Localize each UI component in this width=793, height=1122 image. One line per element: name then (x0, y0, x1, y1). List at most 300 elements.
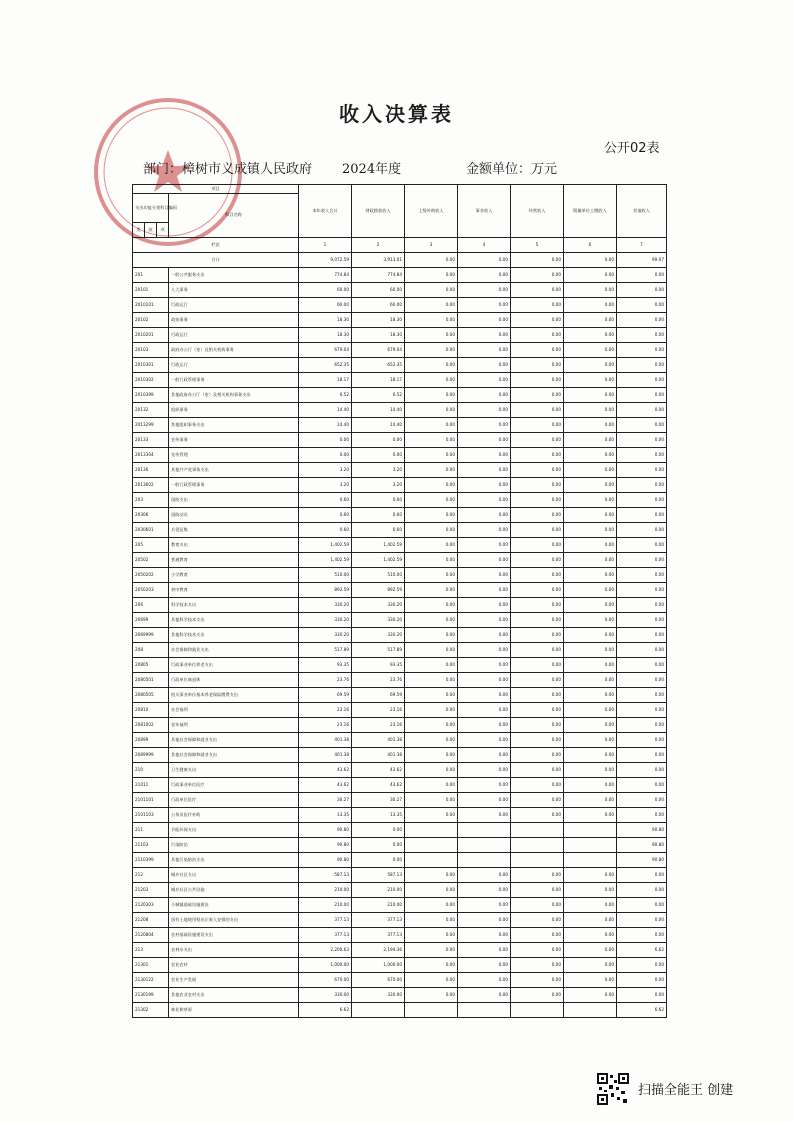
row-value: 0.00 (617, 673, 667, 688)
row-value: 0.00 (617, 748, 667, 763)
table-row (133, 523, 667, 538)
row-name: 初中教育 (169, 583, 299, 598)
row-value (564, 853, 617, 868)
row-value: 0.00 (458, 688, 511, 703)
row-value: 0.00 (564, 958, 617, 973)
table-row (133, 508, 667, 523)
row-value: 0.00 (617, 718, 667, 733)
row-value: 0.00 (405, 628, 458, 643)
row-value: 23.76 (352, 673, 405, 688)
row-value: 14.40 (352, 418, 405, 433)
col-header-4: 事业收入 (458, 185, 511, 238)
row-value: 0.00 (511, 508, 564, 523)
row-code: 2101103 (133, 808, 169, 823)
row-value: 6.62 (617, 1003, 667, 1018)
row-value: 0.00 (458, 523, 511, 538)
row-code: 21203 (133, 883, 169, 898)
row-value: 0.00 (458, 538, 511, 553)
row-name: 普通教育 (169, 553, 299, 568)
table-row (133, 823, 667, 838)
row-value: 0.00 (617, 793, 667, 808)
unit-label: 金额单位：万元 (466, 162, 558, 177)
row-code: 210 (133, 763, 169, 778)
row-value: 0.00 (405, 598, 458, 613)
row-value: 0.00 (511, 328, 564, 343)
row-value: 0.00 (405, 463, 458, 478)
row-name: 农业农村 (169, 958, 299, 973)
row-value: 1,000.00 (352, 958, 405, 973)
row-value (352, 1003, 405, 1018)
row-value: 587.13 (299, 868, 352, 883)
row-value: 0.00 (564, 988, 617, 1003)
row-value: 0.00 (458, 658, 511, 673)
row-value: 0.00 (405, 493, 458, 508)
row-value: 0.00 (564, 313, 617, 328)
row-value: 0.00 (405, 373, 458, 388)
row-value (405, 1003, 458, 1018)
table-row (133, 583, 667, 598)
table-row (133, 268, 667, 283)
row-value: 0.60 (299, 523, 352, 538)
row-value: 90.80 (299, 838, 352, 853)
row-value: 0.00 (617, 688, 667, 703)
row-value: 0.00 (405, 793, 458, 808)
col-num-4: 4 (458, 238, 511, 253)
row-value: 14.40 (299, 403, 352, 418)
table-row (133, 358, 667, 373)
row-value: 1,402.59 (299, 538, 352, 553)
row-name: 城乡社区公共设施 (169, 883, 299, 898)
row-value: 0.00 (617, 973, 667, 988)
row-value: 18.17 (352, 373, 405, 388)
row-value: 90.80 (617, 853, 667, 868)
row-value: 0.00 (458, 508, 511, 523)
row-value: 0.00 (564, 358, 617, 373)
row-value: 401.38 (299, 733, 352, 748)
row-value: 0.00 (405, 778, 458, 793)
row-value: 517.89 (299, 643, 352, 658)
table-row (133, 988, 667, 1003)
row-value: 0.00 (511, 373, 564, 388)
row-value: 330.00 (352, 988, 405, 1003)
row-value: 0.00 (405, 673, 458, 688)
row-value: 0.00 (564, 688, 617, 703)
row-value: 90.80 (617, 838, 667, 853)
row-name: 机关事业单位基本养老保险缴费支出 (169, 688, 299, 703)
row-code: 2013299 (133, 418, 169, 433)
row-name: 公务员医疗补助 (169, 808, 299, 823)
row-value: 0.00 (617, 643, 667, 658)
row-value: 0.60 (352, 493, 405, 508)
row-code: 2050203 (133, 583, 169, 598)
table-row (133, 388, 667, 403)
row-value: 0.00 (511, 583, 564, 598)
row-value: 330.20 (352, 628, 405, 643)
row-value: 0.00 (405, 913, 458, 928)
row-value: 0.00 (564, 613, 617, 628)
row-value: 0.00 (617, 568, 667, 583)
row-value: 3.20 (352, 463, 405, 478)
row-code: 2030601 (133, 523, 169, 538)
row-value: 23.16 (352, 718, 405, 733)
table-row (133, 628, 667, 643)
table-row (133, 673, 667, 688)
row-value: 0.00 (458, 628, 511, 643)
row-value: 0.00 (511, 883, 564, 898)
row-value: 18.17 (299, 373, 352, 388)
row-name: 社会保障和就业支出 (169, 643, 299, 658)
row-value: 69.59 (352, 688, 405, 703)
row-value: 0.00 (564, 928, 617, 943)
row-name: 卫生健康支出 (169, 763, 299, 778)
row-value: 0.00 (617, 508, 667, 523)
row-value: 0.00 (564, 463, 617, 478)
row-code: 20810 (133, 703, 169, 718)
row-name: 其他政府办公厅（室）及相关机构事务支出 (169, 388, 299, 403)
table-row (133, 478, 667, 493)
row-value: 652.35 (299, 358, 352, 373)
table-row (133, 943, 667, 958)
row-name: 小城镇基础设施建设 (169, 898, 299, 913)
row-value (405, 838, 458, 853)
table-row (133, 868, 667, 883)
row-code: 2069999 (133, 628, 169, 643)
col-header-7: 其他收入 (617, 185, 667, 238)
row-value: 0.00 (564, 448, 617, 463)
income-final-accounts-table (132, 184, 667, 1018)
columns-label: 栏次 (133, 238, 299, 253)
row-value: 60.00 (299, 298, 352, 313)
col-header-2: 财政拨款收入 (352, 185, 405, 238)
row-value: 0.00 (564, 418, 617, 433)
row-value: 0.00 (405, 523, 458, 538)
row-value: 0.00 (564, 778, 617, 793)
row-value: 0.00 (511, 343, 564, 358)
col-header-6: 附属单位上缴收入 (564, 185, 617, 238)
row-value: 0.00 (458, 613, 511, 628)
row-value: 90.80 (617, 823, 667, 838)
table-row (133, 688, 667, 703)
row-code: 2120303 (133, 898, 169, 913)
row-value: 0.00 (405, 613, 458, 628)
row-name: 政协事务 (169, 313, 299, 328)
row-code: 2130199 (133, 988, 169, 1003)
page-title: 收入决算表 (339, 102, 454, 126)
row-value: 0.00 (511, 973, 564, 988)
row-value: 377.13 (352, 928, 405, 943)
row-value: 1,402.59 (352, 538, 405, 553)
row-value: 0.00 (564, 283, 617, 298)
row-value: 0.00 (458, 343, 511, 358)
table-row (133, 958, 667, 973)
row-code: 212 (133, 868, 169, 883)
row-value: 0.00 (511, 928, 564, 943)
table-row (133, 913, 667, 928)
row-value: 0.00 (511, 538, 564, 553)
row-code: 20502 (133, 553, 169, 568)
row-value: 43.62 (352, 763, 405, 778)
table-row (133, 343, 667, 358)
table-row (133, 568, 667, 583)
total-cell: 9,072.59 (299, 253, 352, 268)
row-value: 0.00 (617, 553, 667, 568)
row-code: 2089999 (133, 748, 169, 763)
hier-lei: 类 (133, 223, 145, 238)
row-value: 0.00 (617, 448, 667, 463)
row-name: 宣传管理 (169, 448, 299, 463)
row-code: 2010302 (133, 373, 169, 388)
row-name: 其他共产党事务支出 (169, 463, 299, 478)
table-row (133, 373, 667, 388)
row-value: 330.20 (299, 628, 352, 643)
row-value: 330.20 (299, 598, 352, 613)
row-value: 0.00 (405, 328, 458, 343)
column-number-row (133, 238, 667, 253)
row-value: 0.00 (458, 763, 511, 778)
row-value: 0.00 (564, 898, 617, 913)
row-value: 3.20 (299, 478, 352, 493)
row-value: 510.00 (352, 568, 405, 583)
row-code: 211 (133, 823, 169, 838)
table-row (133, 928, 667, 943)
row-value: 0.00 (511, 403, 564, 418)
row-value: 0.00 (617, 283, 667, 298)
row-value: 0.00 (405, 358, 458, 373)
row-name: 行政运行 (169, 358, 299, 373)
row-value: 0.00 (405, 298, 458, 313)
row-value: 510.00 (299, 568, 352, 583)
row-value: 0.00 (511, 418, 564, 433)
row-value: 0.00 (405, 388, 458, 403)
table-row (133, 838, 667, 853)
row-value: 0.00 (564, 673, 617, 688)
table-row (133, 898, 667, 913)
row-value: 0.00 (617, 928, 667, 943)
row-code: 201 (133, 268, 169, 283)
table-row (133, 733, 667, 748)
table-row (133, 493, 667, 508)
row-value: 0.00 (458, 478, 511, 493)
row-value: 0.00 (617, 388, 667, 403)
table-row (133, 853, 667, 868)
row-value: 0.00 (564, 703, 617, 718)
row-value: 0.00 (564, 943, 617, 958)
row-name: 行政单位离退休 (169, 673, 299, 688)
row-value (458, 1003, 511, 1018)
row-code: 20103 (133, 343, 169, 358)
row-code: 20101 (133, 283, 169, 298)
row-value: 0.00 (405, 568, 458, 583)
col-num-5: 5 (511, 238, 564, 253)
row-value: 0.00 (617, 868, 667, 883)
row-code: 2080505 (133, 688, 169, 703)
row-value: 0.00 (458, 943, 511, 958)
row-value: 0.00 (458, 793, 511, 808)
row-value: 0.00 (617, 958, 667, 973)
row-value (458, 853, 511, 868)
row-value: 0.00 (405, 433, 458, 448)
row-value: 0.00 (405, 508, 458, 523)
row-value: 377.13 (299, 913, 352, 928)
row-value: 0.00 (458, 493, 511, 508)
row-value: 587.13 (352, 868, 405, 883)
row-value: 0.00 (458, 583, 511, 598)
row-value: 0.00 (458, 733, 511, 748)
row-value: 0.00 (299, 433, 352, 448)
row-value: 377.13 (352, 913, 405, 928)
row-code: 21011 (133, 778, 169, 793)
row-name: 其他农业农村支出 (169, 988, 299, 1003)
row-value: 69.59 (299, 688, 352, 703)
row-value: 43.62 (299, 763, 352, 778)
row-value: 401.38 (299, 748, 352, 763)
row-value: 0.00 (511, 388, 564, 403)
row-value: 3.20 (352, 478, 405, 493)
row-value: 0.00 (617, 778, 667, 793)
row-value: 0.00 (617, 328, 667, 343)
row-value: 0.00 (564, 388, 617, 403)
row-code: 21301 (133, 958, 169, 973)
row-value: 18.30 (352, 328, 405, 343)
row-value: 679.04 (299, 343, 352, 358)
row-value: 0.00 (458, 568, 511, 583)
table-row (133, 643, 667, 658)
row-value: 0.00 (564, 733, 617, 748)
row-value: 0.00 (564, 868, 617, 883)
row-value: 43.62 (299, 778, 352, 793)
row-value: 0.00 (458, 418, 511, 433)
row-value: 0.00 (511, 433, 564, 448)
row-value: 0.00 (458, 598, 511, 613)
row-value: 330.20 (299, 613, 352, 628)
table-row (133, 298, 667, 313)
row-value: 23.16 (299, 703, 352, 718)
row-value: 0.00 (458, 748, 511, 763)
row-value: 0.00 (405, 403, 458, 418)
row-name: 兵役征集 (169, 523, 299, 538)
total-label: 合计 (133, 253, 299, 268)
row-value: 60.00 (352, 283, 405, 298)
row-value: 0.00 (511, 268, 564, 283)
row-value: 0.00 (564, 373, 617, 388)
row-code: 21302 (133, 1003, 169, 1018)
row-value: 0.00 (617, 373, 667, 388)
total-cell: 0.00 (458, 253, 511, 268)
col-num-1: 1 (299, 238, 352, 253)
col-header-1: 本年收入合计 (299, 185, 352, 238)
row-value: 0.00 (458, 898, 511, 913)
row-code: 20699 (133, 613, 169, 628)
col-header-3: 上级补助收入 (405, 185, 458, 238)
row-value: 90.80 (299, 853, 352, 868)
row-value: 0.00 (564, 973, 617, 988)
table-row (133, 718, 667, 733)
row-value: 0.00 (458, 718, 511, 733)
row-name: 农林水支出 (169, 943, 299, 958)
row-value: 0.00 (617, 538, 667, 553)
table-row (133, 403, 667, 418)
row-value: 0.00 (405, 733, 458, 748)
row-value: 0.00 (458, 913, 511, 928)
row-value (458, 823, 511, 838)
row-value: 0.00 (458, 388, 511, 403)
row-name: 小学教育 (169, 568, 299, 583)
department-label: 部门：樟树市义成镇人民政府 (143, 162, 313, 177)
row-value: 0.00 (564, 643, 617, 658)
row-name: 人大事务 (169, 283, 299, 298)
row-value (405, 853, 458, 868)
row-code: 2120804 (133, 928, 169, 943)
row-value: 0.00 (405, 538, 458, 553)
row-value: 0.00 (564, 568, 617, 583)
table-row (133, 763, 667, 778)
row-value: 0.00 (617, 343, 667, 358)
row-value: 0.00 (617, 628, 667, 643)
row-value: 0.00 (458, 643, 511, 658)
total-cell: 99.07 (617, 253, 667, 268)
row-name: 其他组织事务支出 (169, 418, 299, 433)
row-value: 679.04 (352, 343, 405, 358)
row-value: 0.00 (564, 658, 617, 673)
row-value: 0.00 (564, 328, 617, 343)
row-value: 0.00 (405, 283, 458, 298)
row-value: 0.00 (564, 583, 617, 598)
row-code: 2013304 (133, 448, 169, 463)
row-code: 20306 (133, 508, 169, 523)
row-value: 6.52 (352, 388, 405, 403)
row-name: 一般行政管理事务 (169, 373, 299, 388)
code-header: 支出功能分类科目编码 (133, 194, 169, 223)
row-value: 43.62 (352, 778, 405, 793)
row-value: 0.00 (617, 403, 667, 418)
row-value: 0.00 (511, 688, 564, 703)
row-code: 2110399 (133, 853, 169, 868)
row-value: 0.00 (405, 448, 458, 463)
table-row (133, 418, 667, 433)
row-value: 0.00 (564, 883, 617, 898)
row-value: 0.00 (405, 973, 458, 988)
row-value: 0.00 (511, 568, 564, 583)
row-value: 0.60 (352, 508, 405, 523)
row-value: 0.00 (511, 643, 564, 658)
row-code: 20899 (133, 733, 169, 748)
table-row (133, 883, 667, 898)
row-value: 0.00 (511, 763, 564, 778)
row-value: 0.00 (564, 553, 617, 568)
row-value: 0.00 (405, 418, 458, 433)
row-value: 0.00 (458, 463, 511, 478)
row-code: 20133 (133, 433, 169, 448)
scanner-watermark: 扫描全能王 创建 (638, 1083, 734, 1098)
row-value: 0.00 (564, 793, 617, 808)
row-value: 0.00 (511, 718, 564, 733)
row-value: 13.35 (299, 808, 352, 823)
row-value (511, 838, 564, 853)
row-value: 0.00 (405, 958, 458, 973)
row-value: 23.76 (299, 673, 352, 688)
table-row (133, 463, 667, 478)
row-value: 0.00 (617, 733, 667, 748)
name-header: 科目名称 (169, 194, 299, 238)
row-name: 社会福利 (169, 703, 299, 718)
row-value: 0.00 (511, 913, 564, 928)
row-value: 0.00 (564, 403, 617, 418)
row-code: 2010399 (133, 388, 169, 403)
row-value: 210.00 (352, 883, 405, 898)
row-name: 其他科学技术支出 (169, 613, 299, 628)
total-cell: 0.00 (564, 253, 617, 268)
row-value: 0.00 (458, 448, 511, 463)
